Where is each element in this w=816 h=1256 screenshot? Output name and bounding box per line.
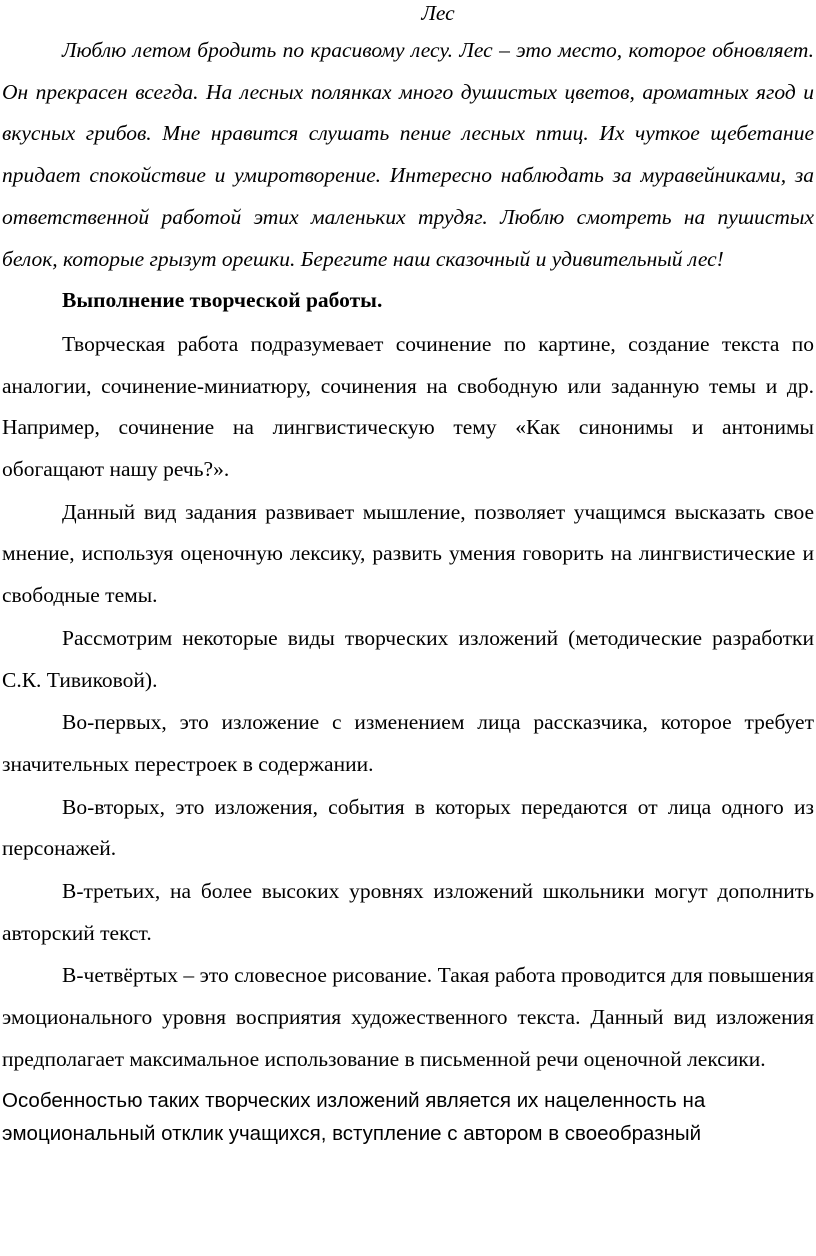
body-paragraph-4: Во-первых, это изложение с изменением лица рассказчика, которое требует значительных перестроек в содержании.	[2, 710, 814, 776]
body-paragraph-2: Данный вид задания развивает мышление, позволяет учащимся высказать свое мнение, используя оценочную лексику, развить умения говорить на лингвистические и свободные темы.	[2, 499, 814, 608]
body-paragraph-3: Рассмотрим некоторые виды творческих изложений (методические разработки С.К. Тивиковой).	[2, 625, 814, 692]
body-paragraph-1: Творческая работа подразумевает сочинение по картине, создание текста по аналогии, сочинение-миниатюру, сочинения на свободную или заданную темы и др. Например, сочинение на лингвистическую тему «Как синонимы и антонимы обогащают нашу речь?».	[2, 331, 814, 482]
document-title: Лес	[421, 1, 455, 25]
section-heading: Выполнение творческой работы.	[62, 288, 383, 313]
body-paragraph-5: Во-вторых, это изложения, события в которых передаются от лица одного из персонажей.	[2, 794, 814, 861]
body-paragraph-7: В-четвёртых – это словесное рисование. Такая работа проводится для повышения эмоционального уровня восприятия художественного текста. Данный вид изложения предполагает максимальное использование в письменной речи оценочной лексики.	[2, 963, 814, 1071]
essay-paragraph: Люблю летом бродить по красивому лесу. Лес – это место, которое обновляет. Он прекрасен всегда. На лесных полянках много душистых цветов, ароматных ягод и вкусных грибов. Мне нравится слушать пение лесных птиц. Их чуткое щебетание придает спокойствие и умиротворение. Интересно наблюдать за муравейниками, за ответственной работой этих маленьких трудяг. Люблю смотреть на пушистых белок, которые грызут орешки. Берегите наш сказочный и удивительный лес!	[2, 38, 814, 271]
closing-paragraph: Особенностью таких творческих изложений является их нацеленность на эмоциональный отклик учащихся, вступление с автором в своеобразный	[2, 1088, 706, 1145]
body-paragraph-6: В-третьих, на более высоких уровнях изложений школьники могут дополнить авторский текст.	[2, 879, 814, 945]
